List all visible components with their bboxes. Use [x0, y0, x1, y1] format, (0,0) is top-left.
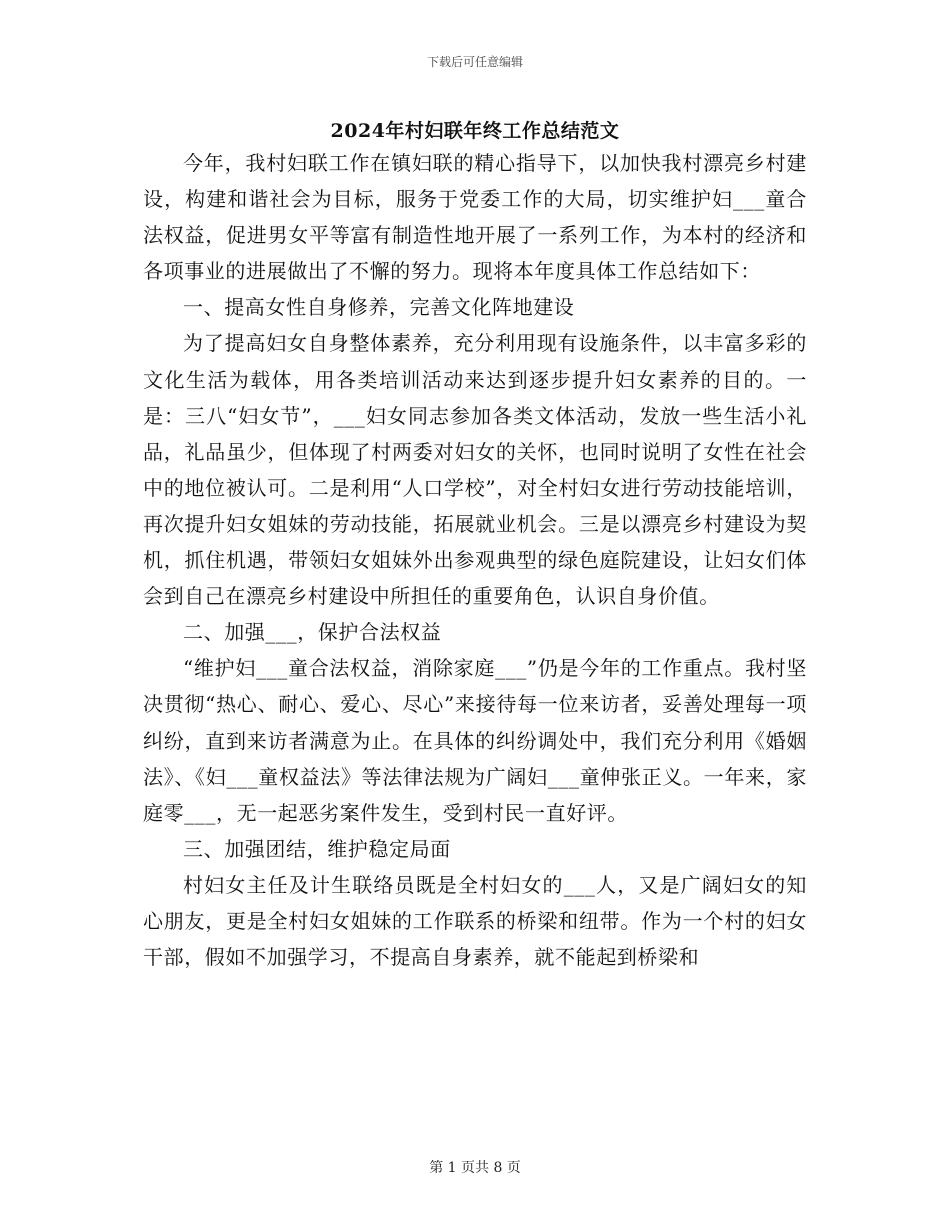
section-3-paragraph: 村妇女主任及计生联络员既是全村妇女的___人，又是广阔妇女的知心朋友，更是全村妇女姐妹的工作联系的桥梁和纽带。作为一个村的妇女干部，假如不加强学习，不提高自身素养，就不能起到桥梁和 [143, 872, 807, 970]
section-heading-2: 二、加强___，保护合法权益 [183, 620, 442, 645]
intro-paragraph: 今年，我村妇联工作在镇妇联的精心指导下，以加快我村漂亮乡村建设，构建和谐社会为目标，服务于党委工作的大局，切实维护妇___童合法权益，促进男女平等富有制造性地开展了一系列工作，为本村的经济和各项事业的进展做出了不懈的努力。现将本年度具体工作总结如下： [143, 151, 807, 284]
section-1-paragraph: 为了提高妇女自身整体素养，充分利用现有设施条件，以丰富多彩的文化生活为载体，用各类培训活动来达到逐步提升妇女素养的目的。一是：三八“妇女节”，___妇女同志参加各类文体活动，发放一些生活小礼品，礼品虽少，但体现了村两委对妇女的关怀，也同时说明了女性在社会中的地位被认可。二是利用“人口学校”，对全村妇女进行劳动技能培训，再次提升妇女姐妹的劳动技能，拓展就业机会。三是以漂亮乡村建设为契机，抓住机遇，带领妇女姐妹外出参观典型的绿色庭院建设，让妇女们体会到自己在漂亮乡村建设中所担任的重要角色，认识自身价值。 [143, 331, 807, 609]
page-footer: 第 1 页共 8 页 [429, 1160, 521, 1176]
document-title: 2024年村妇联年终工作总结范文 [330, 120, 620, 142]
section-heading-3: 三、加强团结，维护稳定局面 [183, 836, 451, 861]
section-2-paragraph: “维护妇___童合法权益，消除家庭___”仍是今年的工作重点。我村坚决贯彻“热心、耐心、爱心、尽心”来接待每一位来访者，妥善处理每一项纠纷，直到来访者满意为止。在具体的纠纷调处中，我们充分利用《婚姻法》、《妇___童权益法》等法律法规为广阔妇___童伸张正义。一年来，家庭零___，无一起恶劣案件发生，受到村民一直好评。 [143, 656, 807, 825]
page-header: 下载后可任意编辑 [426, 55, 523, 69]
section-heading-1: 一、提高女性自身修养，完善文化阵地建设 [183, 295, 575, 320]
document-body [143, 145, 807, 975]
